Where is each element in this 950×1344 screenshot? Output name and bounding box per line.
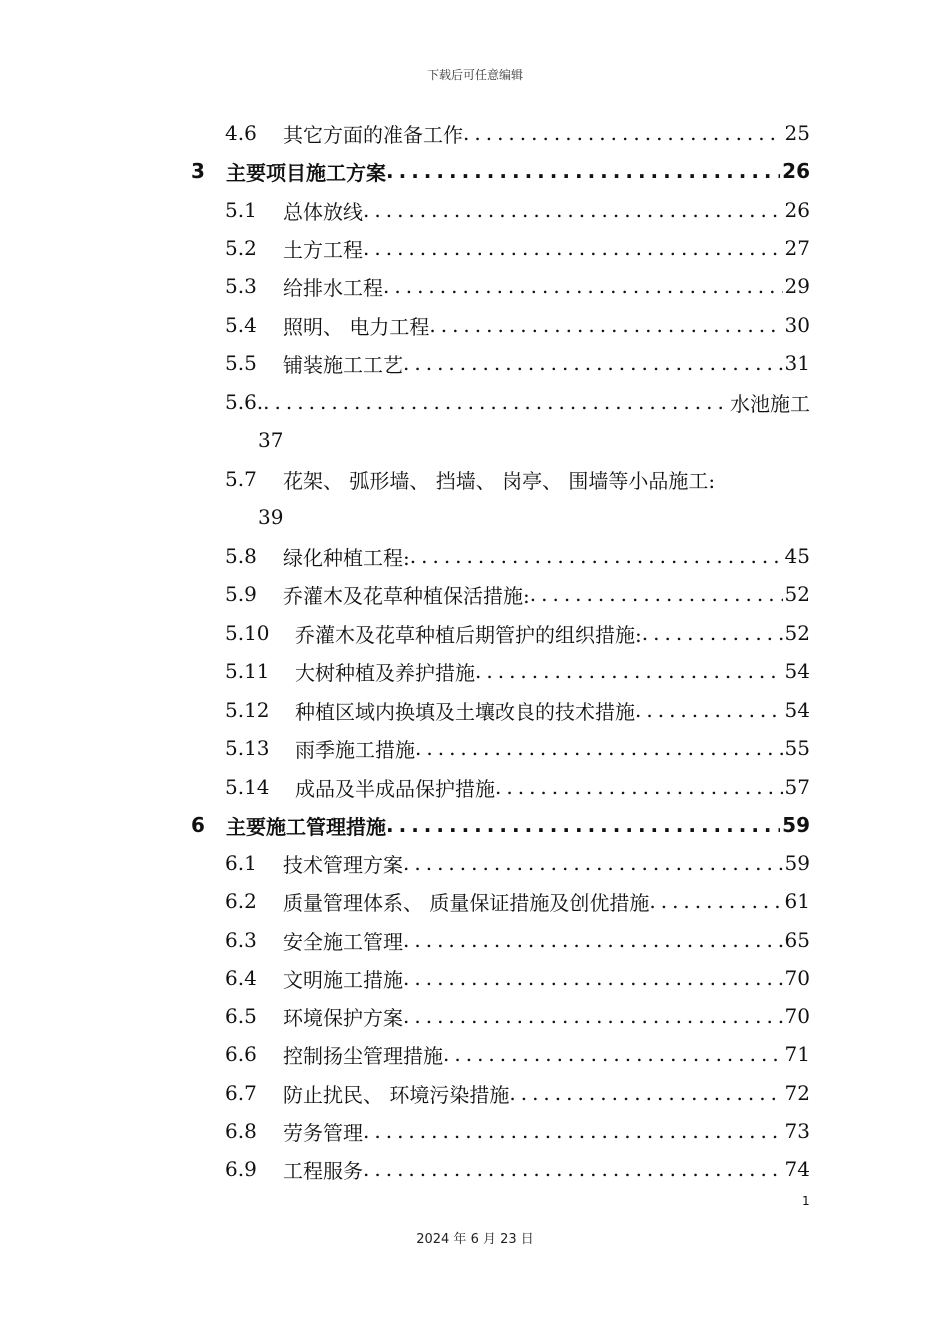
toc-entry-page: 54 (784, 698, 810, 722)
toc-entry[interactable] (225, 886, 810, 916)
toc-entry-title: 环境保护方案 (283, 1005, 403, 1030)
toc-entry[interactable] (225, 772, 810, 802)
toc-entry-number: 4.6 (225, 121, 257, 145)
toc-entry-title: 技术管理方案 (283, 852, 403, 877)
toc-entry-page: 57 (784, 775, 810, 799)
dot-leader (443, 1042, 783, 1066)
dot-leader (263, 390, 730, 414)
toc-entry[interactable] (225, 387, 810, 417)
toc-entry-title: 绿化种植工程: (283, 545, 410, 570)
toc-entry-title: 给排水工程 (283, 275, 383, 300)
toc-section-number: 6 (191, 813, 205, 837)
toc-entry-page: 26 (784, 198, 810, 222)
dot-leader (509, 1081, 782, 1105)
toc-entry-page: 45 (784, 544, 810, 568)
toc-entry-number: 5.13 (225, 736, 270, 760)
toc-entry-page: 29 (784, 274, 810, 298)
dot-leader (386, 813, 780, 837)
toc-entry-page: 39 (258, 505, 284, 529)
header-note: 下载后可任意编辑 (426, 68, 523, 82)
toc-entry-title: 雨季施工措施 (295, 737, 415, 762)
toc-entry-page: 54 (784, 659, 810, 683)
toc-entry[interactable] (225, 118, 810, 148)
toc-entry[interactable] (225, 271, 810, 301)
dot-leader (403, 851, 783, 875)
toc-entry-title: 照明、 电力工程 (283, 314, 430, 339)
dot-leader (386, 159, 780, 183)
toc-entry-number: 5.3 (225, 274, 257, 298)
toc-entry-number: 5.14 (225, 775, 270, 799)
toc-entry-number: 6.3 (225, 928, 257, 952)
toc-entry-title: 安全施工管理 (283, 929, 403, 954)
page-number: 1 (802, 1194, 810, 1208)
toc-entry-number: 6.4 (225, 966, 257, 990)
toc-entry-page: 72 (784, 1081, 810, 1105)
dot-leader (403, 966, 783, 990)
toc-entry-number: 6.1 (225, 851, 257, 875)
toc-entry-title: 控制扬尘管理措施 (283, 1043, 443, 1068)
toc-entry-page: 55 (784, 736, 810, 760)
toc-entry-title: 土方工程 (283, 237, 363, 262)
toc-entry[interactable] (225, 656, 810, 686)
toc-entry-title: 工程服务 (283, 1158, 363, 1183)
toc-entry-title: 花架、 弧形墙、 挡墙、 岗亭、 围墙等小品施工: (283, 468, 716, 493)
toc-entry-title: 质量管理体系、 质量保证措施及创优措施 (283, 890, 650, 915)
footer-date: 2024 年 6 月 23 日 (416, 1232, 534, 1247)
toc-entry[interactable] (225, 963, 810, 993)
toc-entry-page: 52 (784, 621, 810, 645)
toc-entry-number: 6.2 (225, 889, 257, 913)
toc-section[interactable] (191, 156, 810, 186)
toc-entry-page: 31 (784, 351, 810, 375)
toc-entry-number: 5.8 (225, 544, 257, 568)
dot-leader (495, 775, 783, 799)
toc-entry-page: 52 (784, 582, 810, 606)
toc-entry-page: 74 (784, 1157, 810, 1181)
toc-section-number: 3 (191, 159, 205, 183)
toc-entry-page: 71 (784, 1042, 810, 1066)
toc-entry[interactable] (225, 464, 810, 494)
dot-leader (363, 1119, 783, 1143)
dot-leader (463, 121, 783, 145)
toc-entry[interactable] (225, 1039, 810, 1069)
dot-leader (363, 1157, 783, 1181)
toc-entry-page: 37 (258, 428, 284, 452)
toc-entry[interactable] (225, 1116, 810, 1146)
toc-entry[interactable] (225, 733, 810, 763)
toc-entry-number: 6.8 (225, 1119, 257, 1143)
toc-entry-number: 5.9 (225, 582, 257, 606)
toc-section-title: 主要项目施工方案 (226, 160, 386, 185)
dot-leader (415, 736, 783, 760)
dot-leader (363, 198, 783, 222)
toc-entry-number: 6.7 (225, 1081, 257, 1105)
toc-entry-number: 6.9 (225, 1157, 257, 1181)
toc-entry-number: 5.10 (225, 621, 270, 645)
toc-entry-page: 70 (784, 966, 810, 990)
dot-leader (635, 698, 783, 722)
dot-leader (410, 544, 783, 568)
toc-entry-number: 5.6. (225, 390, 264, 414)
toc-section[interactable] (191, 810, 810, 840)
toc-entry[interactable] (225, 1078, 810, 1108)
toc-entry[interactable] (225, 1001, 810, 1031)
toc-entry[interactable] (225, 310, 810, 340)
dot-leader (530, 582, 783, 606)
toc-entry[interactable] (225, 695, 810, 725)
toc-entry-title: 总体放线 (283, 199, 363, 224)
toc-entry-number: 6.5 (225, 1004, 257, 1028)
toc-entry-number: 6.6 (225, 1042, 257, 1066)
toc-entry[interactable] (225, 925, 810, 955)
dot-leader (429, 313, 782, 337)
toc-entry-page: 30 (784, 313, 810, 337)
toc-entry-title: 其它方面的准备工作 (283, 122, 463, 147)
toc-entry-page: 27 (784, 236, 810, 260)
dot-leader (363, 236, 783, 260)
toc-entry-number: 5.11 (225, 659, 270, 683)
toc-entry-title: 种植区域内换填及土壤改良的技术措施 (295, 699, 635, 724)
toc-section-page: 59 (782, 813, 810, 837)
toc-section-title: 主要施工管理措施 (226, 814, 386, 839)
toc-entry[interactable] (225, 348, 810, 378)
dot-leader (383, 274, 783, 298)
dot-leader (649, 889, 782, 913)
toc-entry-title: 铺装施工工艺 (283, 352, 403, 377)
dot-leader (475, 659, 783, 683)
toc-entry-page: 65 (784, 928, 810, 952)
toc-section-page: 26 (782, 159, 810, 183)
toc-entry-title: 水池施工 (730, 391, 810, 416)
toc-entry-title: 大树种植及养护措施 (295, 660, 475, 685)
toc-entry-title: 乔灌木及花草种植后期管护的组织措施: (295, 622, 642, 647)
toc-entry-title: 成品及半成品保护措施 (295, 776, 495, 801)
dot-leader (403, 928, 783, 952)
toc-entry-number: 5.1 (225, 198, 257, 222)
toc-entry-page: 73 (784, 1119, 810, 1143)
toc-entry-number: 5.2 (225, 236, 257, 260)
toc-entry-title: 乔灌木及花草种植保活措施: (283, 583, 530, 608)
toc-entry[interactable] (225, 618, 810, 648)
toc-entry[interactable] (225, 579, 810, 609)
toc-entry[interactable] (225, 233, 810, 263)
toc-entry[interactable] (225, 541, 810, 571)
toc-entry-page: 70 (784, 1004, 810, 1028)
toc-entry-page: 59 (784, 851, 810, 875)
toc-entry-title: 防止扰民、 环境污染措施 (283, 1082, 510, 1107)
toc-entry[interactable] (225, 1154, 810, 1184)
toc-entry[interactable] (225, 848, 810, 878)
dot-leader (403, 1004, 783, 1028)
toc-entry-page: 25 (784, 121, 810, 145)
toc-entry-number: 5.5 (225, 351, 257, 375)
toc-entry-number: 5.7 (225, 467, 257, 491)
toc-entry-number: 5.12 (225, 698, 270, 722)
dot-leader (642, 621, 783, 645)
dot-leader (403, 351, 783, 375)
toc-entry-number: 5.4 (225, 313, 257, 337)
toc-entry-title: 文明施工措施 (283, 967, 403, 992)
toc-entry-page: 61 (784, 889, 810, 913)
toc-entry-title: 劳务管理 (283, 1120, 363, 1145)
toc-entry[interactable] (225, 195, 810, 225)
